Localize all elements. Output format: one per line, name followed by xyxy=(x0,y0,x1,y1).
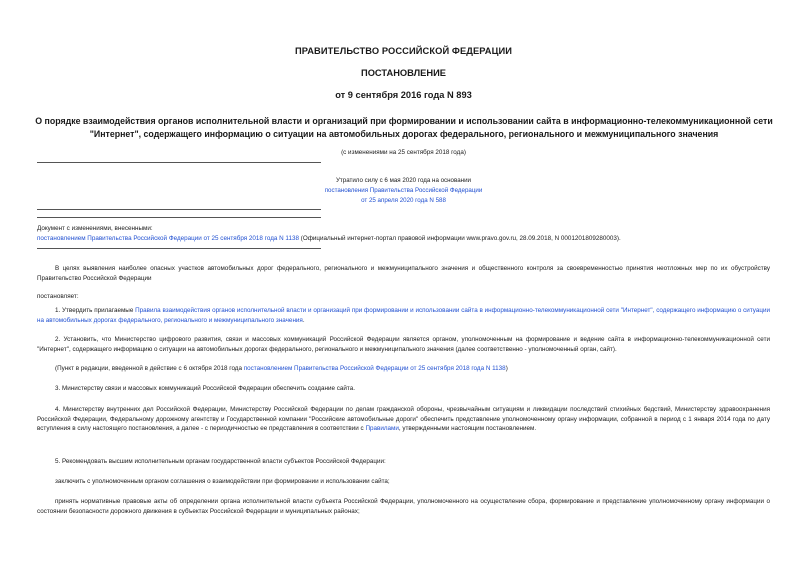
paragraph-3: 3. Министерству связи и массовых коммуникаций Российской Федерации обеспечить создание сайта. xyxy=(55,385,355,392)
divider-line xyxy=(37,248,321,249)
edition-note-text: (Пункт в редакции, введенной в действие с 6 октября 2018 года xyxy=(55,365,244,372)
rules-link[interactable]: Правила взаимодействия органов исполнительной власти и организаций при формировании и использовании сайта в информационно-телекоммуникационной сети "Интернет", содержащего информацию о ситуации на автомобильных дорогах федерального, регионального и межмуниципального значения xyxy=(37,307,770,324)
amending-decree-link[interactable]: постановлением Правительства Российской Федерации от 25 сентября 2018 года N 1138 xyxy=(37,235,299,242)
lost-force-notice xyxy=(240,176,567,206)
amending-documents-note xyxy=(37,224,777,244)
government-heading: ПРАВИТЕЛЬСТВО РОССИЙСКОЙ ФЕДЕРАЦИИ xyxy=(294,46,513,56)
decrees-label: постановляет: xyxy=(37,293,79,300)
amending-decree-source: (Официальный интернет-портал правовой информации www.pravo.gov.ru, 28.09.2018, N 0001201809280003). xyxy=(298,235,621,242)
paragraph-5-item-a: заключить с уполномоченным органом соглашения о взаимодействии при формировании и использовании сайта; xyxy=(55,478,390,485)
paragraph-2-edition-note xyxy=(37,364,770,374)
paragraph-2: 2. Установить, что Министерство цифрового развития, связи и массовых коммуникаций Российской Федерации является органом, уполномоченным на формирование и ведение сайта в информационно-телекоммуникационной сети "Интернет", содержащего информацию о ситуации на автомобильных дорогах федерального, регионального и межмуниципального значения (далее соответственно - уполномоченный орган, сайт). xyxy=(37,336,770,353)
amendments-note: (с изменениями на 25 сентября 2018 года) xyxy=(341,149,466,156)
edition-note-end: ) xyxy=(505,365,508,372)
document-date-number: от 9 сентября 2016 года N 893 xyxy=(335,90,472,100)
edition-note-link[interactable]: постановлением Правительства Российской Федерации от 25 сентября 2018 года N 1138 xyxy=(243,365,506,372)
lost-force-link[interactable]: постановления Правительства Российской Федерации xyxy=(324,187,483,194)
paragraph-1-end: . xyxy=(302,316,305,324)
divider-line xyxy=(37,217,321,218)
document-type-heading: ПОСТАНОВЛЕНИЕ xyxy=(361,68,446,78)
paragraph-4 xyxy=(37,405,770,434)
divider-line xyxy=(37,209,321,210)
paragraph-4-text: 4. Министерству внутренних дел Российской Федерации, Министерству Российской Федерации по делам гражданской обороны, чрезвычайным ситуациям и ликвидации последствий стихийных бедствий, Министерству здравоохранения Российской Федерации, Федеральному дорожному агентству и Государственной компании "Российские автомобильные дороги" обеспечить представление уполномоченному органу информации, собранной в период с 1 января 2014 года по дату вступления в силу настоящего постановления, а далее - с периодичностью ее представления в соответствии с xyxy=(37,406,770,433)
paragraph-5: 5. Рекомендовать высшим исполнительным органам государственной власти субъектов Российской Федерации: xyxy=(55,458,386,465)
document-title: О порядке взаимодействия органов исполнительной власти и организаций при формировании и использовании сайта в информационно-телекоммуникационной сети "Интернет", содержащего информацию о ситуации на автомобильных дорогах федерального, регионального и межмуниципального значения xyxy=(35,116,773,139)
paragraph-4-end: , утвержденными настоящим постановлением. xyxy=(398,425,537,433)
lost-force-link-date[interactable]: от 25 апреля 2020 года N 588 xyxy=(361,197,446,204)
paragraph-1-text: 1. Утвердить прилагаемые xyxy=(55,307,136,314)
preamble-paragraph: В целях выявления наиболее опасных участков автомобильных дорог федерального, регионального и межмуниципального значения и общественного контроля за своевременностью принятия неотложных мер по их обустройству Правительство Российской Федерации xyxy=(37,265,770,282)
divider-line xyxy=(37,162,321,163)
paragraph-5-item-b: принять нормативные правовые акты об определении органа исполнительной власти субъекта Российской Федерации, уполномоченного на осуществление сбора, формирование и представление уполномоченному органу информации о состоянии безопасности дорожного движения в субъектах Российской Федерации и муниципальных районах; xyxy=(37,498,770,515)
lost-force-text: Утратило силу с 6 мая 2020 года на основании xyxy=(336,177,471,184)
amending-documents-line xyxy=(37,234,777,244)
paragraph-1 xyxy=(37,306,770,325)
amending-documents-label: Документ с изменениями, внесенными: xyxy=(37,225,153,232)
rules-short-link[interactable]: Правилами xyxy=(365,425,399,433)
